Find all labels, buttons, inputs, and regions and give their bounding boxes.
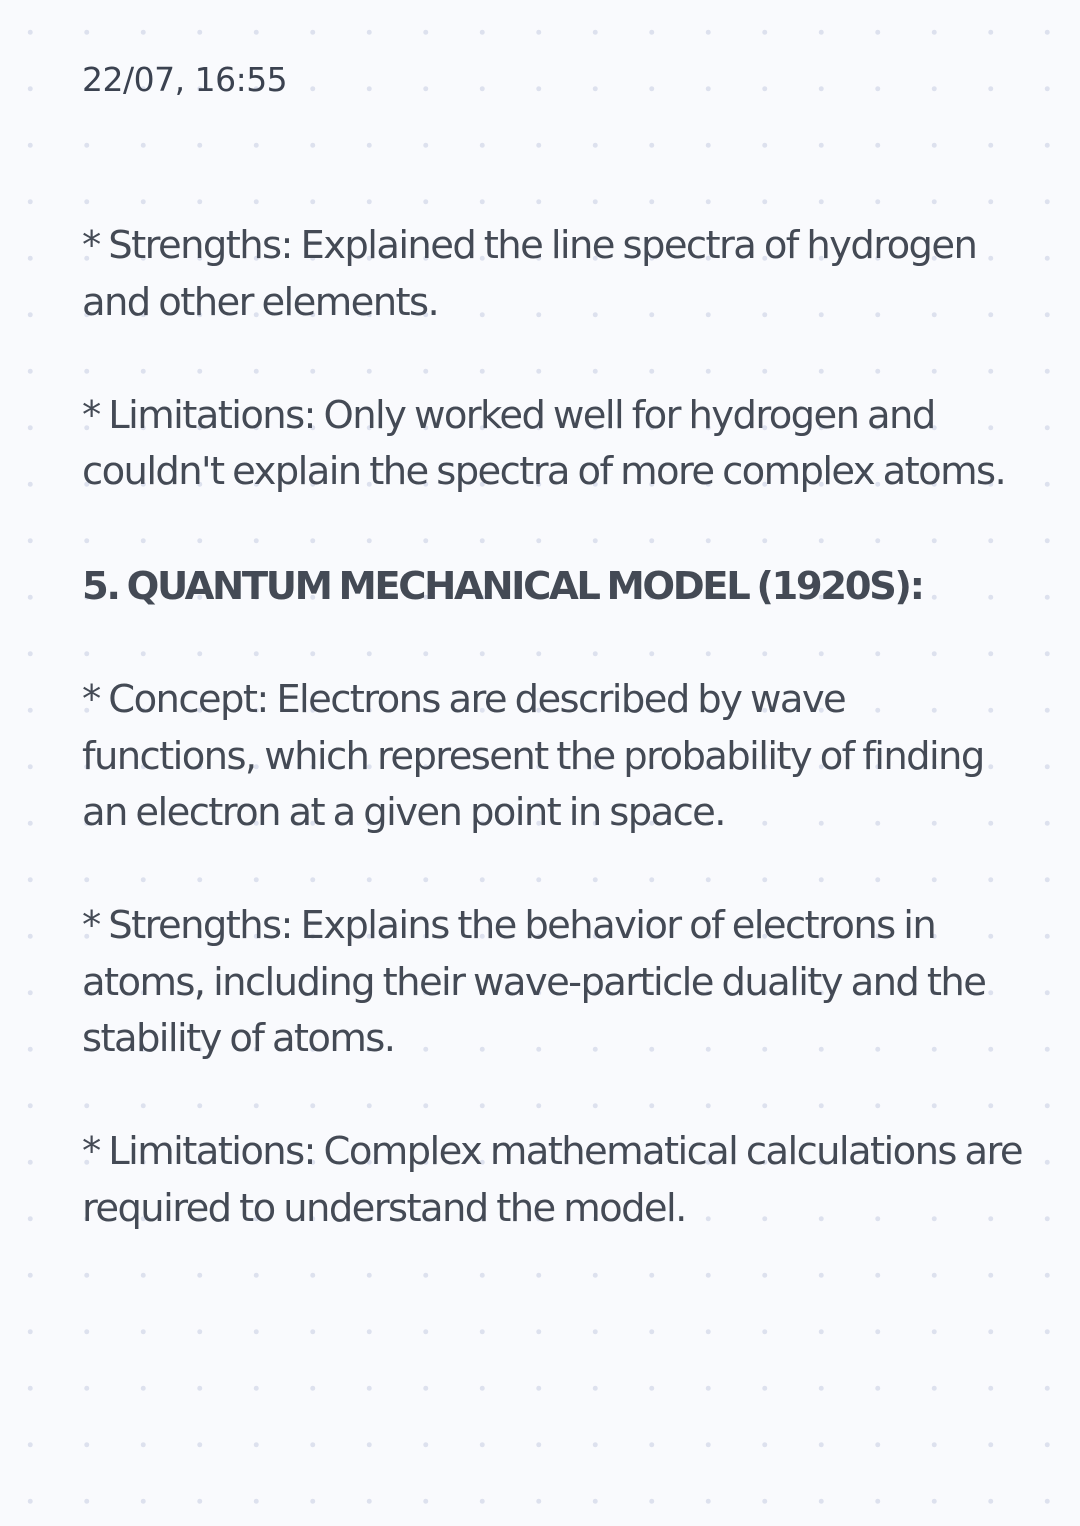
- note-timestamp: 22/07, 16:55: [82, 60, 288, 99]
- quantum-model-heading: 5. QUANTUM MECHANICAL MODEL (1920S):: [82, 564, 923, 609]
- note-body: [82, 218, 1022, 1237]
- quantum-limitations-paragraph: * Limitations: Complex mathematical calculations are required to understand the model.: [82, 1129, 1022, 1231]
- bohr-limitations-paragraph: * Limitations: Only worked well for hydrogen and couldn't explain the spectra of more complex atoms.: [82, 392, 1006, 494]
- quantum-concept-paragraph: * Concept: Electrons are described by wave functions, which represent the probability of finding an electron at a given point in space.: [82, 677, 984, 835]
- quantum-strengths-paragraph: * Strengths: Explains the behavior of electrons in atoms, including their wave-particle duality and the stability of atoms.: [82, 903, 986, 1061]
- bohr-strengths-paragraph: * Strengths: Explained the line spectra of hydrogen and other elements.: [82, 223, 977, 325]
